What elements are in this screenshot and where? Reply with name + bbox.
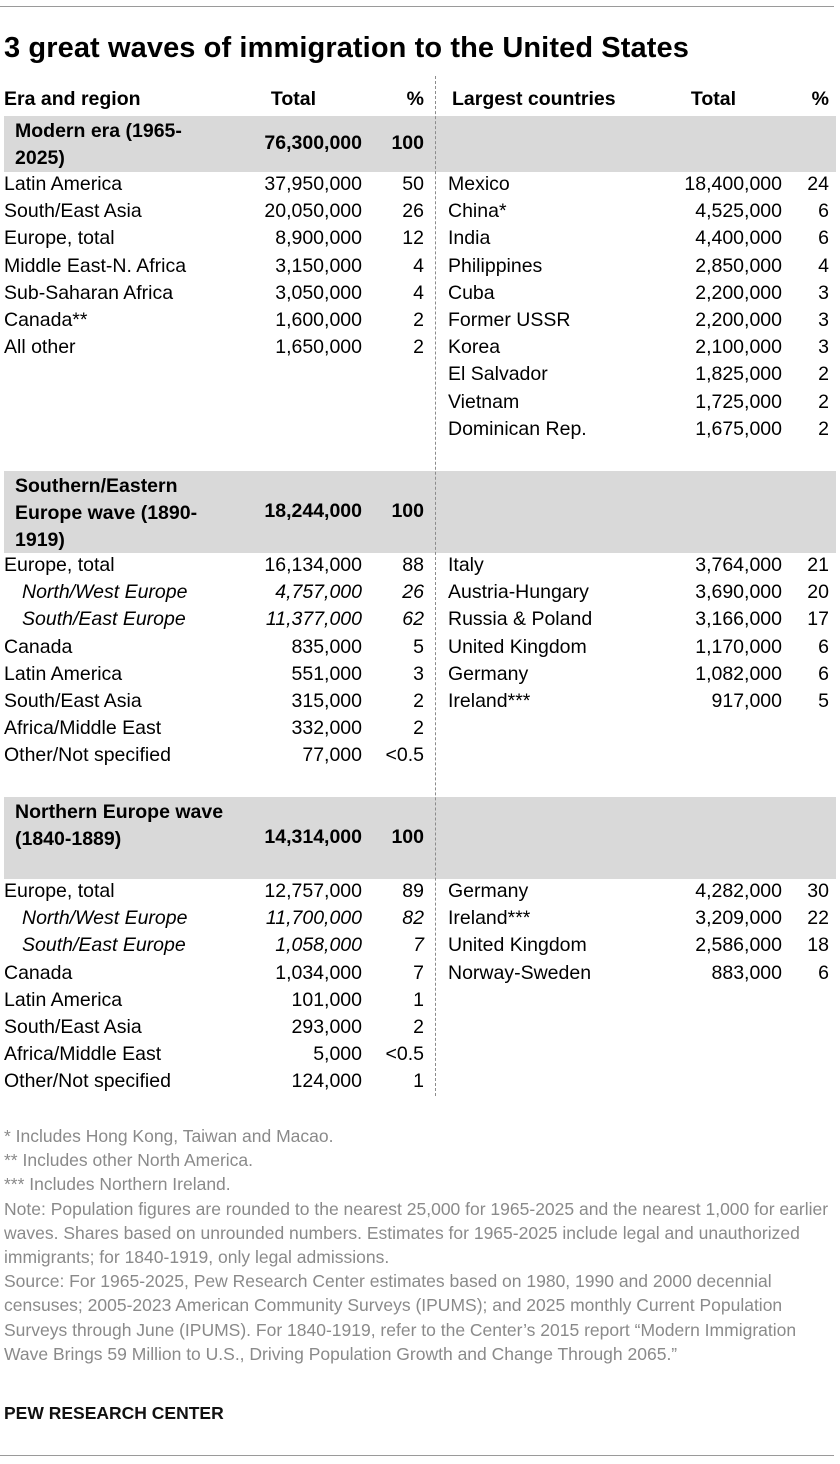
region-total: 20,050,000 [264,200,362,223]
region-pct: <0.5 [385,1043,424,1066]
region-name: Other/Not specified [4,744,171,767]
country-name: Cuba [448,281,495,304]
region-pct: 2 [413,1016,424,1038]
region-total: 77,000 [302,744,362,767]
country-pct: 20 [807,581,829,604]
country-total: 917,000 [711,690,782,712]
region-pct: 7 [413,961,424,984]
region-total: 16,134,000 [264,554,362,576]
country-total: 4,400,000 [695,227,782,250]
country-name: Korea [448,336,501,359]
region-total: 124,000 [291,1070,362,1093]
region-pct: 5 [413,635,424,658]
era-label: Southern/Eastern Europe wave (1890-1919) [15,475,198,551]
col-header-largest-countries: Largest countries [452,88,616,110]
region-name: North/West Europe [22,581,188,604]
region-total: 11,700,000 [265,907,362,930]
region-name: Latin America [4,988,123,1011]
region-total: 8,900,000 [275,227,362,250]
region-name: South/East Asia [4,690,142,712]
region-name: South/East Asia [4,200,142,223]
region-name: Other/Not specified [4,1070,171,1093]
country-total: 1,675,000 [695,417,782,440]
region-pct: 4 [413,254,424,277]
country-name: Vietnam [448,390,520,413]
country-name: United Kingdom [448,934,587,957]
region-total: 332,000 [291,717,362,740]
region-pct: <0.5 [385,744,424,767]
region-total: 835,000 [291,635,362,658]
region-total: 551,000 [291,662,362,685]
country-name: Germany [448,880,529,902]
country-name: Ireland*** [448,690,531,712]
region-name: Sub-Saharan Africa [4,281,174,304]
era-total: 14,314,000 [264,826,362,848]
region-name: Europe, total [4,880,115,902]
pew-brand: PEW RESEARCH CENTER [4,1403,224,1423]
region-pct: 4 [413,281,424,304]
region-pct: 50 [402,173,424,195]
region-pct: 2 [413,690,424,712]
country-pct: 3 [818,309,829,331]
chart-title: 3 great waves of immigration to the United States [4,32,689,64]
region-name: Africa/Middle East [4,1043,162,1066]
country-pct: 18 [807,934,829,957]
era-pct: 100 [391,826,424,848]
source-note: Source: For 1965-2025, Pew Research Center estimates based on 1980, 1990 and 2000 decennial censuses; 2005-2023 American Community Surveys (IPUMS); and 2025 monthly Current Population Surveys through June (IPUMS). For 1840-1919, refer to the Center’s 2015 report “Modern Immigration Wave Brings 59 Million to U.S., Driving Population Growth and Change Through 2065.” [4,1271,797,1364]
country-pct: 30 [807,880,829,902]
era-pct: 100 [391,500,424,522]
country-total: 2,850,000 [695,254,782,277]
col-header-era-region: Era and region [4,88,141,110]
region-total: 12,757,000 [264,880,362,902]
region-name: Canada [4,961,73,984]
region-total: 1,058,000 [275,934,362,957]
region-total: 4,757,000 [275,581,362,604]
region-pct: 12 [402,227,424,250]
country-total: 2,200,000 [695,309,782,331]
country-pct: 6 [818,961,829,984]
country-total: 4,525,000 [695,200,782,223]
region-total: 315,000 [291,690,362,712]
col-header-pct-left: % [406,88,424,110]
country-pct: 6 [818,227,829,250]
region-pct: 89 [402,880,424,902]
region-total: 1,034,000 [275,961,362,984]
region-total: 11,377,000 [265,608,362,631]
col-header-total-right: Total [690,88,736,110]
region-name: South/East Europe [22,608,186,631]
country-pct: 3 [818,336,829,359]
region-pct: 1 [413,1070,424,1093]
country-pct: 24 [807,173,829,195]
footnote-2: ** Includes other North America. [4,1150,254,1171]
country-total: 1,170,000 [695,635,782,658]
country-pct: 22 [807,907,829,930]
country-pct: 2 [818,390,829,413]
country-name: India [448,227,491,250]
region-total: 101,000 [291,988,362,1011]
country-total: 18,400,000 [684,173,782,195]
footnotes [4,1124,834,1366]
country-total: 2,586,000 [695,934,782,957]
region-pct: 7 [413,934,424,957]
country-total: 1,082,000 [695,662,782,685]
country-total: 3,166,000 [695,608,782,631]
era-label: Modern era (1965-2025) [15,120,182,169]
col-header-pct-right: % [811,88,829,110]
country-pct: 21 [807,554,829,576]
region-total: 3,050,000 [275,281,362,304]
country-total: 3,764,000 [695,554,782,576]
methodology-note: Note: Population figures are rounded to the nearest 25,000 for 1965-2025 and the nearest 1,000 for earlier waves. Shares based on unrounded numbers. Estimates for 1965-2025 include legal and unauthorized immigrants; for 1840-1919, only legal admissions. [4,1198,829,1268]
country-name: Philippines [448,254,543,277]
country-total: 1,725,000 [695,390,782,413]
era-total: 18,244,000 [264,500,362,522]
region-name: Europe, total [4,227,115,250]
era-total: 76,300,000 [264,132,362,154]
country-total: 3,209,000 [695,907,782,930]
country-total: 1,825,000 [695,363,782,386]
country-total: 2,200,000 [695,281,782,304]
country-name: Italy [448,554,484,576]
country-name: Dominican Rep. [448,417,587,440]
country-pct: 6 [818,200,829,223]
country-pct: 17 [807,608,829,631]
region-total: 293,000 [291,1016,362,1038]
region-name: North/West Europe [22,907,188,930]
region-name: Africa/Middle East [4,717,162,740]
region-name: All other [4,336,76,359]
country-name: China* [448,200,507,223]
country-total: 4,282,000 [695,880,782,902]
era-label: Northern Europe wave (1840-1889) [15,801,224,850]
bottom-rule [0,1455,834,1456]
region-total: 1,600,000 [275,309,362,331]
region-total: 3,150,000 [275,254,362,277]
region-pct: 2 [413,309,424,331]
region-total: 1,650,000 [275,336,362,359]
country-total: 883,000 [711,961,782,984]
country-name: United Kingdom [448,635,587,658]
region-pct: 2 [413,717,424,740]
region-name: Canada** [4,309,88,331]
region-pct: 26 [402,581,424,604]
country-name: El Salvador [448,363,548,386]
country-name: Mexico [448,173,510,195]
footnote-3: *** Includes Northern Ireland. [4,1174,231,1195]
region-total: 5,000 [313,1043,362,1066]
region-pct: 26 [402,200,424,223]
country-pct: 2 [818,417,829,440]
region-name: Latin America [4,662,123,685]
region-name: Europe, total [4,554,115,576]
region-name: Canada [4,635,73,658]
region-name: Middle East-N. Africa [4,254,187,277]
region-total: 37,950,000 [264,173,362,195]
col-header-total-left: Total [270,88,316,110]
country-name: Germany [448,662,529,685]
column-divider [435,76,436,1096]
region-pct: 88 [402,554,424,576]
country-pct: 6 [818,662,829,685]
country-pct: 5 [818,690,829,712]
country-pct: 6 [818,635,829,658]
region-pct: 62 [402,608,424,631]
country-name: Russia & Poland [448,608,593,631]
region-name: South/East Europe [22,934,186,957]
region-name: Latin America [4,173,123,195]
country-pct: 2 [818,363,829,386]
region-pct: 2 [413,336,424,359]
region-pct: 1 [413,988,424,1011]
country-name: Former USSR [448,309,571,331]
country-pct: 3 [818,281,829,304]
country-name: Austria-Hungary [448,581,589,604]
footnote-1: * Includes Hong Kong, Taiwan and Macao. [4,1126,334,1146]
region-pct: 82 [402,907,424,930]
country-name: Norway-Sweden [448,961,592,984]
country-total: 3,690,000 [695,581,782,604]
country-name: Ireland*** [448,907,531,930]
country-pct: 4 [818,254,829,277]
country-total: 2,100,000 [695,336,782,359]
region-pct: 3 [413,662,424,685]
region-name: South/East Asia [4,1016,142,1038]
era-pct: 100 [391,132,424,154]
